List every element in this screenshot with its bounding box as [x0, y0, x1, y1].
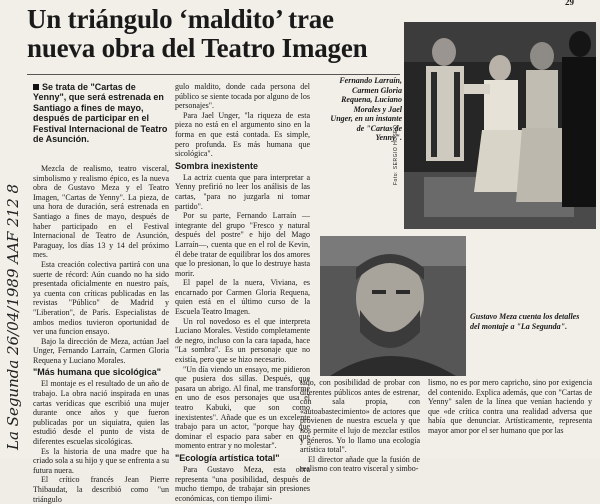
paragraph: lismo, no es por mero capricho, sino por exigencia del contenido. Explica además, que con "Cartas de Yenny" salen de la línea que venían haciendo y que «de crítica contra una realidad adversa que había que denunciar. Artísticamente, representa mayor amor por el ser humano que por las — [428, 378, 592, 435]
cast-photo — [404, 22, 596, 229]
photo-caption-cast: Fernando Larraín, Carmen Gloria Requena, Luciano Morales y Jael Unger, en un instante de "Cartas de Yenny". — [330, 76, 402, 142]
paragraph: gulo maldito, donde cada persona del público se siente tocada por alguno de los personajes". — [175, 82, 310, 111]
paragraph: Es la historia de una madre que ha criado sola a su hijo y que se enfrenta a su futura nuera. — [33, 446, 169, 475]
paragraph: La actriz cuenta que para interpretar a Yenny prefirió no leer los análisis de las cartas, "para no juzgarla ni tomar partido". — [175, 172, 310, 211]
headline: Un triángulo ‘maldito’ trae nueva obra del Teatro Imagen — [27, 4, 368, 63]
handwritten-annotation: La Segunda 26/04/1989 AAF 212 8 — [4, 183, 22, 450]
paragraph: El director añade que la fusión de realismo con teatro visceral y simbo- — [300, 454, 420, 474]
paragraph: Para Gustavo Meza, esta obra representa "una posibilidad, después de mucho tiempo, de trabajar sin presiones económicas, con tiempo ilimi- — [175, 464, 310, 503]
paragraph: Un rol novedoso es el que interpreta Luciano Morales. Vestido completamente de negro, incluso con la cara tapada, hace "La sombra". Es un personaje que no existía, pero que se hizo necesario. — [175, 316, 310, 365]
paragraph: Esta creación colectiva partirá con una suerte de récord: Aún cuando no ha sido presentada oficialmente en nuestro país, ya cuenta con críticas publicadas en las revistas "Público" de Madrid y "Liberation", de París. Especialistas de ambos medios tuvieron oportunidad de ver una funcion ensayo. — [33, 259, 169, 337]
paragraph: Por su parte, Fernando Larraín —integrante del grupo "Fresco y natural después del postre" e hijo del Mago Larraín—, cuenta que en el rol de Kevin, él debe tratar de equilibrar los dos amores que lo presionan, lo que lo destruye hasta morir. — [175, 211, 310, 278]
page-number: 29 — [565, 0, 574, 7]
column-2 — [175, 82, 310, 503]
bullet-square-icon — [33, 84, 39, 90]
headline-rule — [27, 74, 400, 75]
subheading: "Ecología artística total" — [175, 452, 280, 463]
paragraph: Bajo la dirección de Meza, actúan Jael Unger, Fernando Larraín, Carmen Gloria Requena y Luciano Morales. — [33, 336, 169, 365]
paragraph: "Un día viendo un ensayo, me pidieron que pusiera dos sillas. Después, que pasara un abrigo. Al final, me transformé en uno de esos personajes que usa el teatro Kabuki, que son como inexistentes". Añade que es un excelente trabajo para un actor, "porque hay que dominar el espacio para saber en qué momento entrar y no molestar". — [175, 364, 310, 451]
paragraph: Mezcla de realismo, teatro visceral, simbolismo y realismo épico, es la nueva obra de Gustavo Meza y el Teatro Imagen, "Cartas de Yenny". La pieza, de una hora de duración, será estrenada en Santiago a fines de mayo, después de haber participado en el Festival Internacional de Teatro de Asunción, Paraguay, los días 13 y 14 del próximo mes. — [33, 164, 169, 260]
lead-paragraph: Se trata de "Cartas de Yenny", que será estrenada en Santiago a fines de mayo, después de participar en el Festival Internacional de Teatro de Asunción. — [33, 82, 168, 145]
director-portrait — [320, 236, 466, 376]
subheading: "Más humana que sicológica" — [33, 367, 162, 378]
column-3 — [300, 378, 420, 474]
paragraph: Para Jael Unger, "la riqueza de esta pieza no está en el argumento sino en la forma en que está contada. Es simple, pero profunda. Es más humana que sicológica". — [175, 110, 310, 159]
paragraph: El crítico francés Jean Pierre Thibaudat, la describió como "un triángulo — [33, 475, 169, 504]
column-4 — [428, 378, 592, 436]
paragraph: El montaje es el resultado de un año de trabajo. La obra nació inspirada en unas cartas verídicas que escribió una mujer durante once años y que fueron publicadas por un siquiatra, quien las estudió desde el punto de vista de diferentes escuelas sicológicas. — [33, 379, 169, 447]
paragraph: tado, con posibilidad de probar con diferentes públicos antes de estrenar, con sala propia, con «autoabastecimiento» de actores que provienen de nuestra escuela y que nos permite el lujo de mezclar estilos y géneros. Yo lo llamo una ecología artística total". — [300, 378, 420, 455]
director-portrait-illustration — [320, 236, 466, 376]
photo-caption-director: Gustavo Meza cuenta los detalles del montaje a "La Segunda". — [470, 312, 580, 331]
paragraph: El papel de la nuera, Viviana, es encarnado por Carmen Gloria Requena, quien está en el último curso de la Escuela Teatro Imagen. — [175, 278, 310, 317]
column-1 — [33, 164, 169, 504]
photo-credit: Foto: SERGIO HUSEO — [393, 124, 399, 185]
subheading: Sombra inexistente — [175, 160, 259, 171]
cast-photo-illustration — [404, 22, 596, 229]
